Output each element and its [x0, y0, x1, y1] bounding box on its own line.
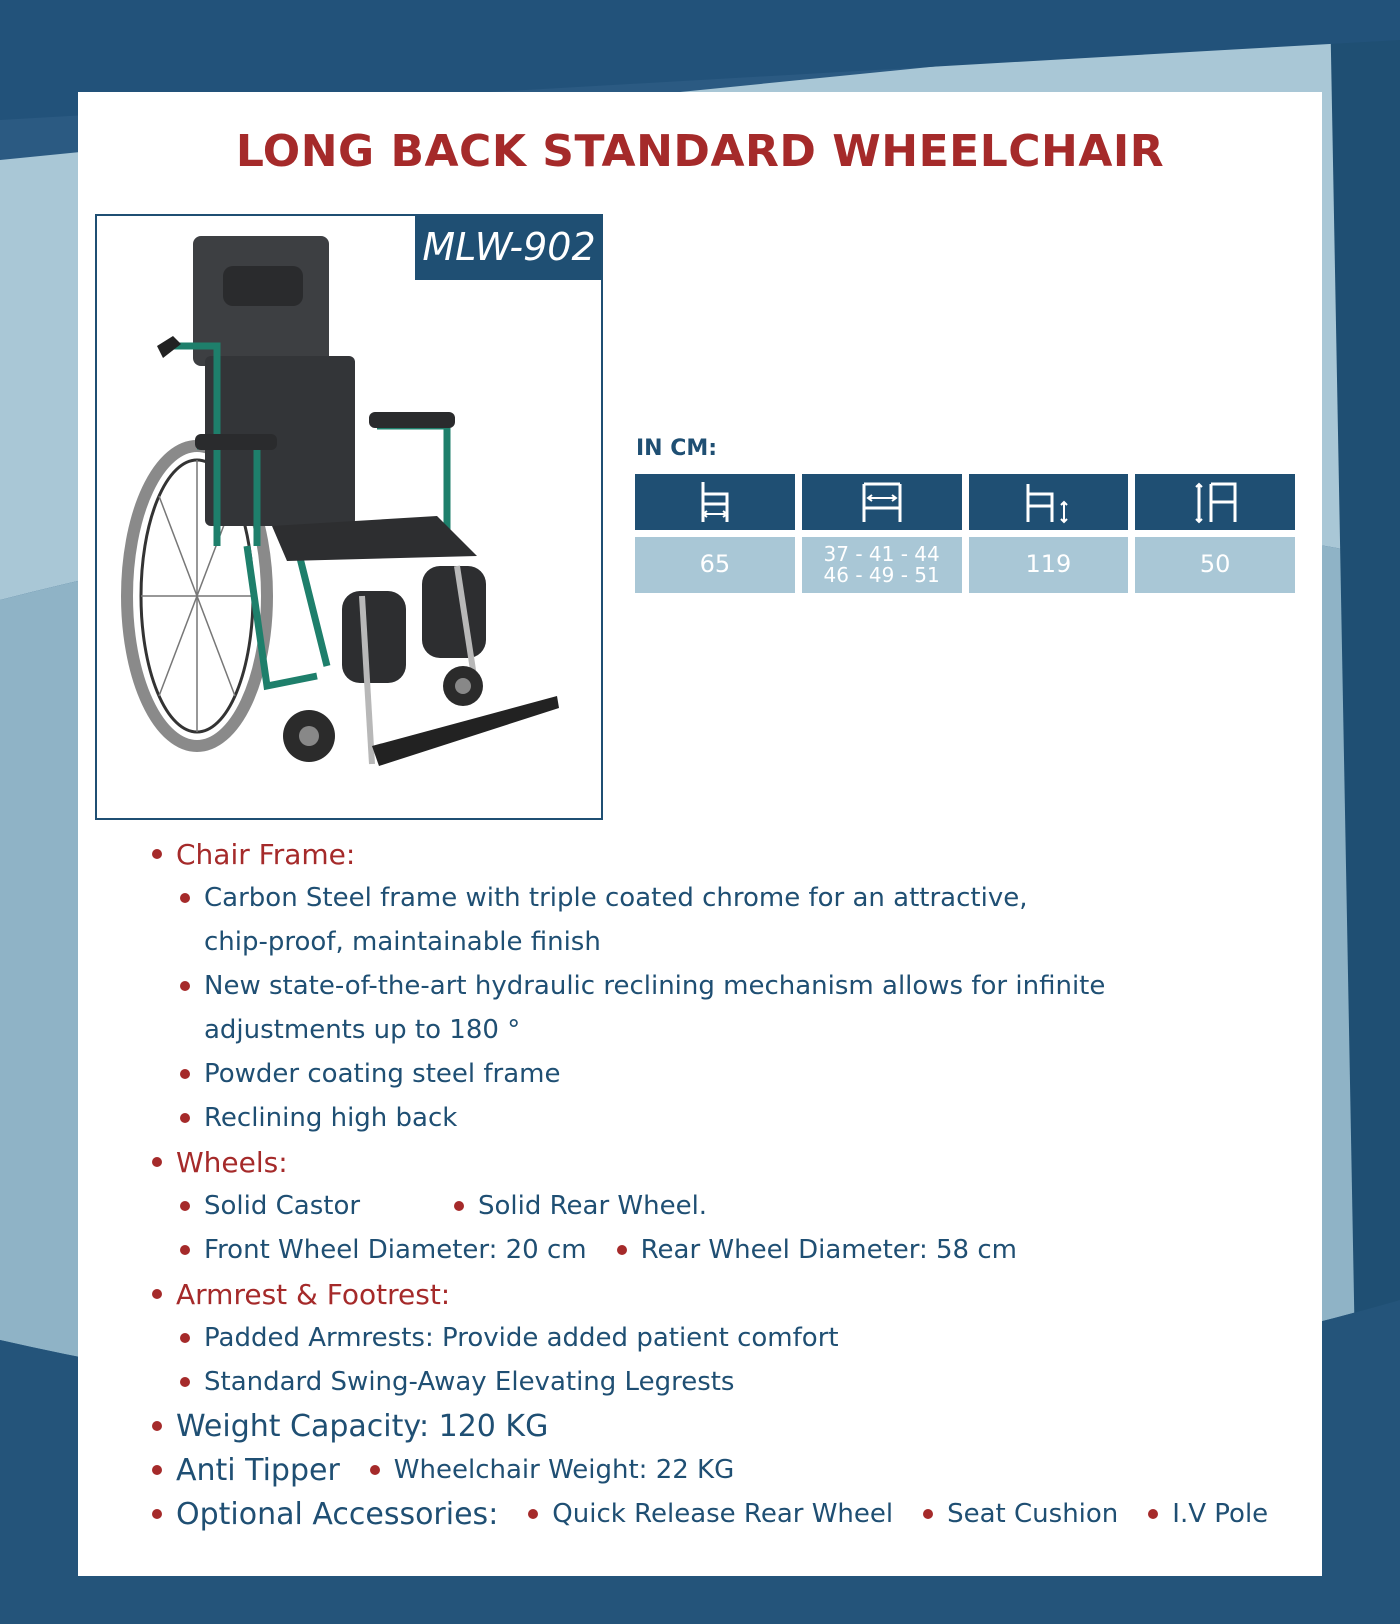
dimension-value-height: 119	[969, 537, 1129, 593]
list-item: Anti Tipper Wheelchair Weight: 22 KG	[150, 1448, 1300, 1492]
specifications-list	[150, 832, 1300, 1536]
width-values-row-1: 37 - 41 - 44	[823, 542, 940, 566]
dimension-value-width	[802, 537, 962, 593]
seat-depth-icon	[635, 474, 795, 530]
width-values-row-2: 46 - 49 - 51	[823, 563, 940, 587]
list-item-continuation: chip-proof, maintainable finish	[204, 927, 601, 957]
dimensions-unit-label: IN CM:	[636, 436, 718, 461]
list-item: Chair Frame:	[150, 832, 1300, 876]
list-item: Front Wheel Diameter: 20 cm Rear Wheel Diameter: 58 cm	[150, 1228, 1300, 1272]
list-item: Wheels:	[150, 1140, 1300, 1184]
list-item-continuation: adjustments up to 180 °	[204, 1015, 521, 1045]
page-title: LONG BACK STANDARD WHEELCHAIR	[235, 126, 1165, 177]
seat-width-icon	[802, 474, 962, 530]
list-item: Standard Swing-Away Elevating Legrests	[150, 1360, 1300, 1404]
list-item: Solid Castor Solid Rear Wheel.	[150, 1184, 1300, 1228]
product-photo-frame	[95, 214, 603, 820]
product-sheet	[78, 92, 1322, 1576]
list-item: New state-of-the-art hydraulic reclining mechanism allows for infinite	[150, 964, 1300, 1008]
list-item: Weight Capacity: 120 KG	[150, 1404, 1300, 1448]
list-item: Carbon Steel frame with triple coated chrome for an attractive,	[150, 876, 1300, 920]
total-height-icon	[969, 474, 1129, 530]
dimension-value-depth: 65	[635, 537, 795, 593]
wheelchair-illustration	[97, 216, 601, 818]
dimension-value-seat-height: 50	[1135, 537, 1295, 593]
list-item: Armrest & Footrest:	[150, 1272, 1300, 1316]
model-number-badge: MLW-902	[415, 214, 603, 280]
list-item: Padded Armrests: Provide added patient comfort	[150, 1316, 1300, 1360]
list-item: Optional Accessories: Quick Release Rear Wheel Seat Cushion I.V Pole	[150, 1492, 1300, 1536]
seat-height-icon	[1135, 474, 1295, 530]
list-item: Reclining high back	[150, 1096, 1300, 1140]
dimensions-table	[635, 474, 1295, 593]
list-item: Powder coating steel frame	[150, 1052, 1300, 1096]
